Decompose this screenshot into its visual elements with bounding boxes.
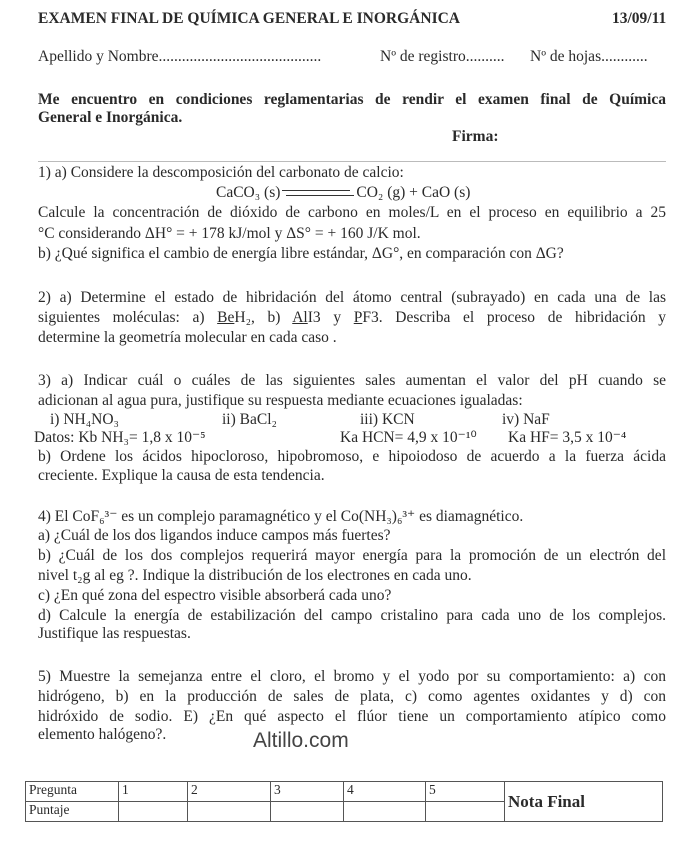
q1-line3: Calcule la concentración de dióxido de carbono en moles/L en el proceso en equilibrio a 25	[38, 204, 666, 221]
col-2: 2	[188, 782, 271, 802]
datos-ka-hf: Ka HF= 3,5 x 10⁻⁴	[508, 429, 627, 446]
q2-line1: 2) a) Determine el estado de hibridación del átomo central (subrayado) en cada una de las	[38, 289, 666, 306]
q5-line2: hidrógeno, b) en la producción de sales de plata, c) como agentes oxidantes y d) con	[38, 688, 666, 705]
eq-products: CO₂ (g) + CaO (s)	[356, 184, 471, 201]
q4-line1: 4) El CoF₆³⁻ es un complejo paramagnético y el Co(NH₃)₆³⁺ es diamagnético.	[38, 508, 524, 525]
q3-b2: creciente. Explique la causa de esta tendencia.	[38, 467, 325, 484]
col-3: 3	[271, 782, 344, 802]
score-cell	[344, 802, 426, 822]
q3-b1: b) Ordene los ácidos hipocloroso, hipobromoso, e hipoiodoso de acuerdo a la fuerza ácida	[38, 448, 666, 465]
nota-final: Nota Final	[505, 782, 663, 822]
salt-1: i) NH₄NO₃	[50, 411, 119, 428]
hojas-field: Nº de hojas............	[530, 48, 648, 65]
divider	[38, 161, 666, 162]
puntaje-label: Puntaje	[26, 802, 119, 822]
altillo-watermark: Altillo.com	[253, 729, 349, 752]
name-field: Apellido y Nombre..........................................	[38, 48, 322, 65]
q3-line1: 3) a) Indicar cuál o cuáles de las siguientes sales aumentan el valor del pH cuando se	[38, 372, 666, 389]
exam-title: EXAMEN FINAL DE QUÍMICA GENERAL E INORGÁNICA	[38, 10, 460, 27]
q4-a: a) ¿Cuál de los dos ligandos induce campos más fuertes?	[38, 527, 391, 544]
col-5: 5	[426, 782, 505, 802]
q1-line4: °C considerando ΔH° = + 178 kJ/mol y ΔS° = + 160 J/K mol.	[38, 225, 421, 242]
pregunta-label: Pregunta	[26, 782, 119, 802]
col-1: 1	[119, 782, 188, 802]
eq-reactant: CaCO₃ (s)	[216, 184, 281, 201]
salt-2: ii) BaCl₂	[222, 411, 277, 428]
firma-label: Firma:	[452, 128, 499, 145]
q1-intro: 1) a) Considere la descomposición del carbonato de calcio:	[38, 164, 404, 181]
q4-d2: Justifique las respuestas.	[38, 625, 191, 642]
q4-b2: nivel t₂g al eg ?. Indique la distribución de los electrones en cada uno.	[38, 567, 472, 584]
score-cell	[426, 802, 505, 822]
registro-field: Nº de registro..........	[380, 48, 505, 65]
q1-equation	[216, 184, 470, 202]
datos-ka-hcn: Ka HCN= 4,9 x 10⁻¹⁰	[340, 429, 477, 446]
equilibrium-arrow-icon	[282, 188, 354, 198]
score-cell	[119, 802, 188, 822]
q5-line1: 5) Muestre la semejanza entre el cloro, el bromo y el yodo por su comportamiento: a) con	[38, 668, 666, 685]
q2-line2: siguientes moléculas: a) BeH₂, b) AlI3 y PF3. Describa el proceso de hibridación y	[38, 309, 666, 326]
datos-kb: Datos: Kb NH₃= 1,8 x 10⁻⁵	[34, 429, 206, 446]
declaration-line1: Me encuentro en condiciones reglamentarias de rendir el examen final de Química	[38, 91, 666, 108]
q5-line4: elemento halógeno?.	[38, 726, 167, 743]
q2-line3: determine la geometría molecular en cada caso .	[38, 329, 337, 346]
q4-d1: d) Calcule la energía de estabilización del campo cristalino para cada uno de los complejos.	[38, 607, 666, 624]
q4-c: c) ¿En qué zona del espectro visible absorberá cada uno?	[38, 587, 392, 604]
salt-3: iii) KCN	[360, 411, 415, 428]
score-cell	[271, 802, 344, 822]
col-4: 4	[344, 782, 426, 802]
declaration-line2: General e Inorgánica.	[38, 109, 183, 126]
exam-date: 13/09/11	[612, 10, 667, 27]
q5-line3: hidróxido de sodio. E) ¿En qué aspecto el flúor tiene un comportamiento atípico como	[38, 708, 666, 725]
q4-b1: b) ¿Cuál de los dos complejos requerirá mayor energía para la promoción de un electrón del	[38, 547, 666, 564]
score-cell	[188, 802, 271, 822]
q1-b: b) ¿Qué significa el cambio de energía libre estándar, ΔG°, en comparación con ΔG?	[38, 245, 564, 262]
q3-line2: adicionan al agua pura, justifique su respuesta mediante ecuaciones igualadas:	[38, 392, 523, 409]
grade-table	[25, 781, 663, 822]
salt-4: iv) NaF	[502, 411, 550, 428]
